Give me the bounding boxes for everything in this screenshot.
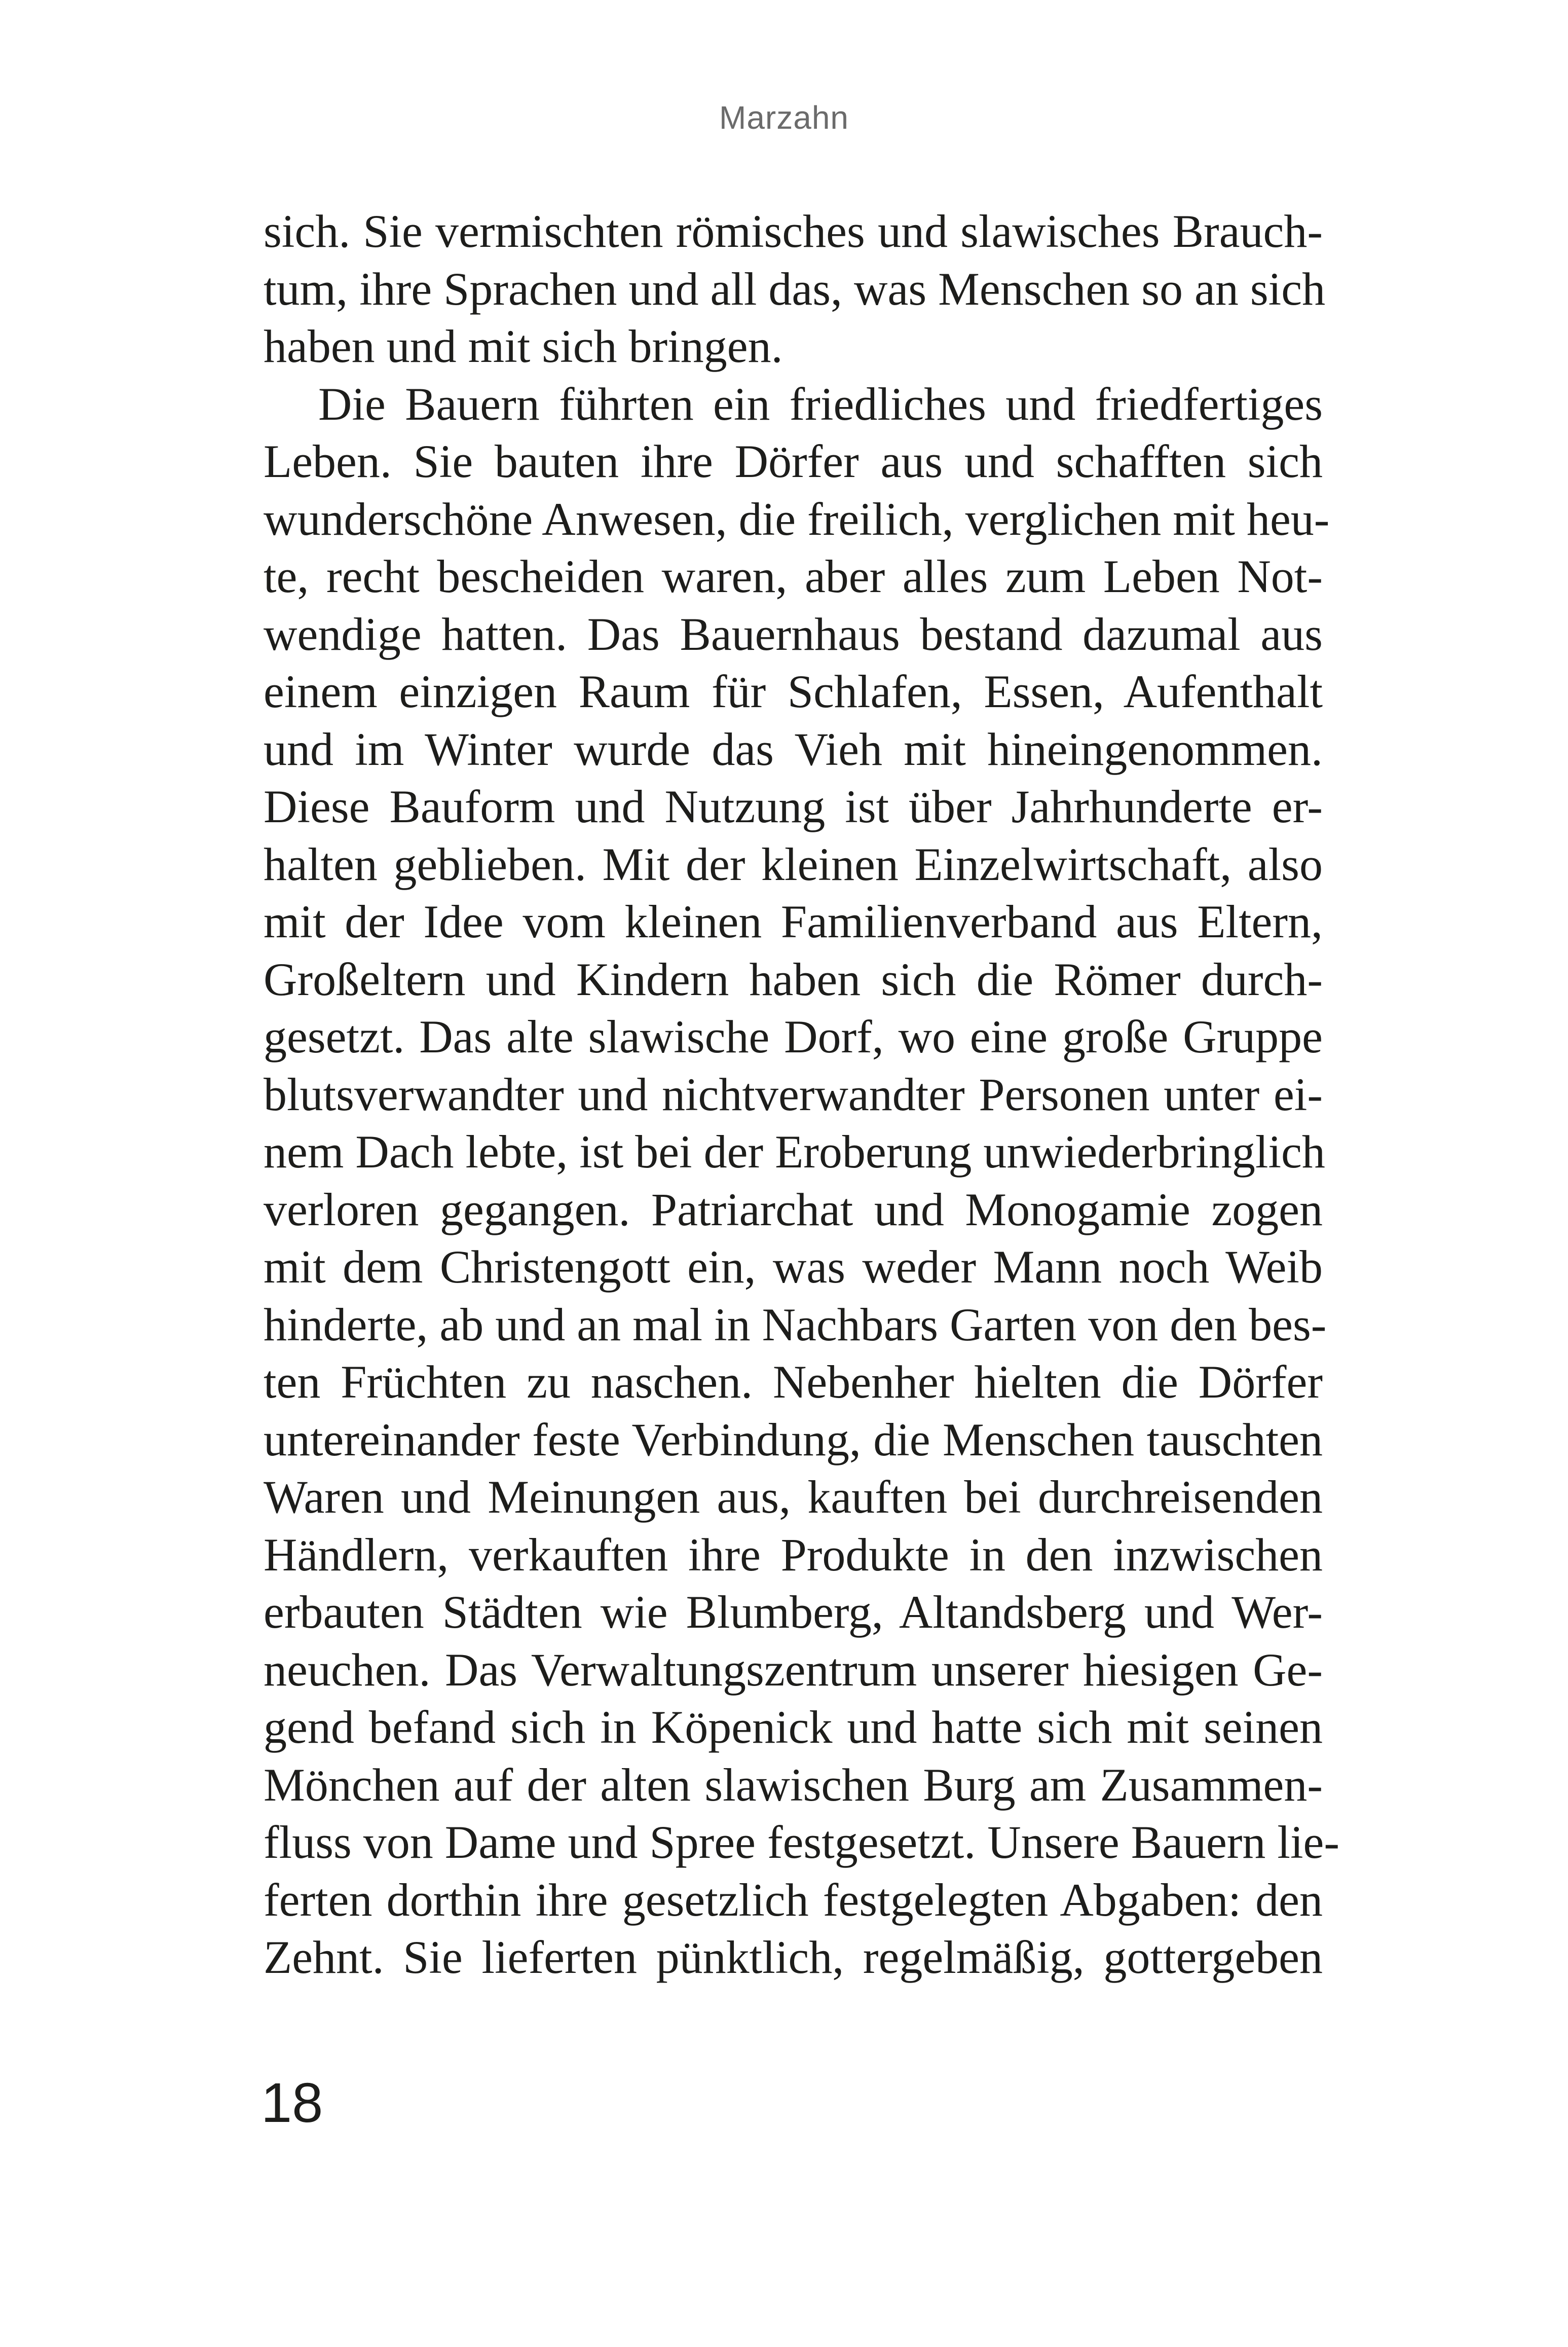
text-line: verloren gegangen. Patriarchat und Monogamie zogen: [264, 1183, 1323, 1235]
text-line: untereinander feste Verbindung, die Menschen tauschten: [264, 1413, 1323, 1465]
text-line: Waren und Meinungen aus, kauften bei durchreisenden: [264, 1471, 1323, 1523]
text-line: Händlern, verkauften ihre Produkte in den inzwischen: [264, 1528, 1323, 1581]
text-line: und im Winter wurde das Vieh mit hineingenommen.: [264, 723, 1323, 775]
text-line: nem Dach lebte, ist bei der Eroberung unwiederbringlich: [264, 1126, 1325, 1178]
text-line: Mönchen auf der alten slawischen Burg am Zusammen-: [264, 1758, 1323, 1811]
page-number: 18: [261, 2072, 323, 2134]
text-line: Diese Bauform und Nutzung ist über Jahrhunderte er-: [264, 781, 1323, 832]
text-line: neuchen. Das Verwaltungszentrum unserer hiesigen Ge-: [264, 1643, 1323, 1696]
text-line: fluss von Dame und Spree festgesetzt. Unsere Bauern lie-: [264, 1816, 1340, 1868]
text-line: gesetzt. Das alte slawische Dorf, wo eine große Gruppe: [264, 1011, 1323, 1062]
text-line: ten Früchten zu naschen. Nebenher hielten die Dörfer: [264, 1356, 1323, 1408]
running-head: Marzahn: [719, 99, 849, 136]
text-line: blutsverwandter und nichtverwandter Personen unter ei-: [264, 1068, 1323, 1120]
text-line: tum, ihre Sprachen und all das, was Menschen so an sich: [264, 263, 1326, 315]
text-line: gend befand sich in Köpenick und hatte sich mit seinen: [264, 1701, 1323, 1753]
text-line: hinderte, ab und an mal in Nachbars Garten von den bes-: [264, 1298, 1327, 1350]
text-line: Zehnt. Sie lieferten pünktlich, regelmäßig, gottergeben: [264, 1931, 1323, 1983]
text-line: einem einzigen Raum für Schlafen, Essen, Aufenthalt: [264, 666, 1323, 717]
text-line: Leben. Sie bauten ihre Dörfer aus und schafften sich: [264, 435, 1323, 487]
text-line: Großeltern und Kindern haben sich die Römer durch-: [264, 953, 1323, 1005]
text-line: wunderschöne Anwesen, die freilich, verglichen mit heu-: [264, 493, 1330, 545]
text-line: halten geblieben. Mit der kleinen Einzelwirtschaft, also: [264, 838, 1323, 890]
text-line: mit der Idee vom kleinen Familienverband aus Eltern,: [264, 896, 1323, 947]
text-line: mit dem Christengott ein, was weder Mann noch Weib: [264, 1241, 1323, 1293]
text-line: ferten dorthin ihre gesetzlich festgelegten Abgaben: den: [264, 1874, 1323, 1926]
text-line: erbauten Städten wie Blumberg, Altandsberg und Wer-: [264, 1586, 1323, 1638]
text-line: sich. Sie vermischten römisches und slawisches Brauch-: [264, 205, 1323, 257]
text-line: haben und mit sich bringen.: [264, 320, 783, 372]
body-text: [264, 203, 1340, 1987]
text-line: te, recht bescheiden waren, aber alles zum Leben Not-: [264, 551, 1323, 602]
text-line: Die Bauern führten ein friedliches und friedfertiges: [318, 378, 1323, 430]
text-line: wendige hatten. Das Bauernhaus bestand dazumal aus: [264, 608, 1323, 660]
